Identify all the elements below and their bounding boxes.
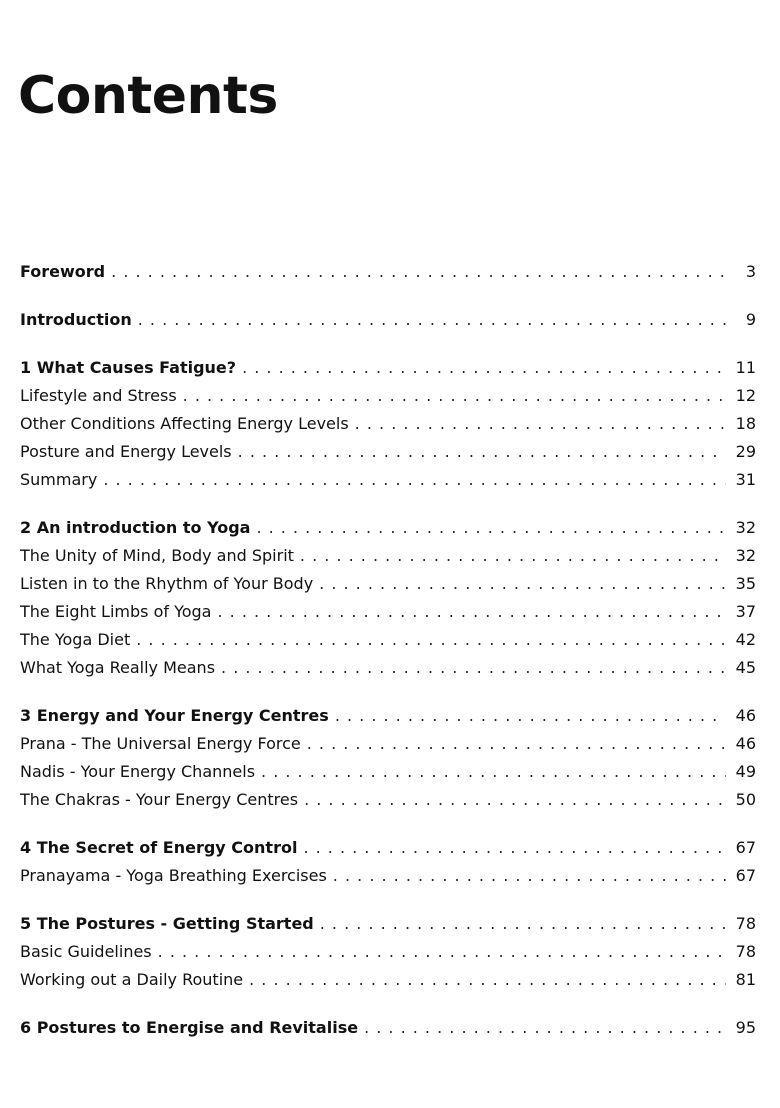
- dot-leader: [111, 258, 726, 286]
- toc-chapter-entry[interactable]: [20, 834, 756, 862]
- dot-leader: [335, 702, 726, 730]
- toc-subsection-entry[interactable]: [20, 382, 756, 410]
- toc-page-number: 31: [735, 470, 756, 489]
- toc-page-number: 46: [735, 706, 756, 725]
- toc-section: [20, 702, 756, 814]
- toc-entry-title: Summary: [20, 470, 98, 489]
- toc-subsection-entry[interactable]: [20, 598, 756, 626]
- toc-entry-title: The Eight Limbs of Yoga: [20, 602, 212, 621]
- toc-page-number: 78: [735, 942, 756, 961]
- toc-entry-title: Nadis - Your Energy Channels: [20, 762, 256, 781]
- dot-leader: [158, 938, 726, 966]
- toc-page-number: 78: [735, 914, 756, 933]
- dot-leader: [300, 542, 726, 570]
- toc-subsection-entry[interactable]: [20, 626, 756, 654]
- toc-subsection-entry[interactable]: [20, 410, 756, 438]
- toc-chapter-entry[interactable]: [20, 1014, 756, 1042]
- toc-subsection-entry[interactable]: [20, 966, 756, 994]
- toc-subsection-entry[interactable]: [20, 758, 756, 786]
- toc-page-number: 32: [735, 518, 756, 537]
- toc-subsection-entry[interactable]: [20, 786, 756, 814]
- toc-page-number: 3: [745, 262, 756, 281]
- dot-leader: [364, 1014, 726, 1042]
- toc-page-number: 46: [735, 734, 756, 753]
- toc-chapter-entry[interactable]: [20, 258, 756, 286]
- toc-page-number: 32: [735, 546, 756, 565]
- toc-entry-title: Introduction: [20, 310, 132, 329]
- toc-subsection-entry[interactable]: [20, 466, 756, 494]
- toc-subsection-entry[interactable]: [20, 862, 756, 890]
- toc-entry-title: The Yoga Diet: [20, 630, 131, 649]
- toc-chapter-entry[interactable]: [20, 702, 756, 730]
- toc-chapter-entry[interactable]: [20, 514, 756, 542]
- toc-subsection-entry[interactable]: [20, 570, 756, 598]
- toc-page-number: 9: [745, 310, 756, 329]
- toc-section: [20, 354, 756, 494]
- table-of-contents: [20, 258, 756, 1062]
- toc-entry-title: Pranayama - Yoga Breathing Exercises: [20, 866, 327, 885]
- dot-leader: [304, 786, 726, 814]
- toc-page-number: 50: [735, 790, 756, 809]
- toc-page-number: 11: [735, 358, 756, 377]
- toc-page-number: 37: [735, 602, 756, 621]
- toc-entry-title: Other Conditions Affecting Energy Levels: [20, 414, 349, 433]
- toc-entry-title: Lifestyle and Stress: [20, 386, 177, 405]
- dot-leader: [217, 598, 726, 626]
- toc-entry-title: Posture and Energy Levels: [20, 442, 232, 461]
- toc-subsection-entry[interactable]: [20, 438, 756, 466]
- toc-entry-title: Prana - The Universal Energy Force: [20, 734, 301, 753]
- toc-page-number: 67: [735, 838, 756, 857]
- toc-page-number: 18: [735, 414, 756, 433]
- toc-entry-title: The Unity of Mind, Body and Spirit: [20, 546, 294, 565]
- toc-page-number: 81: [735, 970, 756, 989]
- toc-entry-title: Foreword: [20, 262, 106, 281]
- dot-leader: [183, 382, 726, 410]
- dot-leader: [136, 626, 726, 654]
- toc-page-number: 67: [735, 866, 756, 885]
- dot-leader: [103, 466, 726, 494]
- toc-subsection-entry[interactable]: [20, 654, 756, 682]
- toc-entry-title: 6 Postures to Energise and Revitalise: [20, 1018, 359, 1037]
- toc-subsection-entry[interactable]: [20, 938, 756, 966]
- toc-page-number: 49: [735, 762, 756, 781]
- toc-section: [20, 1014, 756, 1042]
- dot-leader: [307, 730, 726, 758]
- toc-chapter-entry[interactable]: [20, 354, 756, 382]
- toc-subsection-entry[interactable]: [20, 730, 756, 758]
- dot-leader: [249, 966, 726, 994]
- toc-entry-title: 5 The Postures - Getting Started: [20, 914, 314, 933]
- toc-section: [20, 258, 756, 286]
- toc-page-number: 12: [735, 386, 756, 405]
- toc-entry-title: 4 The Secret of Energy Control: [20, 838, 298, 857]
- dot-leader: [319, 570, 726, 598]
- toc-entry-title: Working out a Daily Routine: [20, 970, 244, 989]
- toc-entry-title: 1 What Causes Fatigue?: [20, 358, 237, 377]
- dot-leader: [261, 758, 726, 786]
- dot-leader: [333, 862, 726, 890]
- toc-entry-title: Listen in to the Rhythm of Your Body: [20, 574, 314, 593]
- toc-entry-title: Basic Guidelines: [20, 942, 152, 961]
- dot-leader: [355, 410, 726, 438]
- toc-subsection-entry[interactable]: [20, 542, 756, 570]
- toc-page-number: 42: [735, 630, 756, 649]
- toc-entry-title: The Chakras - Your Energy Centres: [20, 790, 299, 809]
- toc-page-number: 29: [735, 442, 756, 461]
- toc-page-number: 95: [735, 1018, 756, 1037]
- toc-entry-title: 2 An introduction to Yoga: [20, 518, 251, 537]
- toc-entry-title: 3 Energy and Your Energy Centres: [20, 706, 329, 725]
- dot-leader: [256, 514, 726, 542]
- page-title: Contents: [18, 66, 278, 126]
- dot-leader: [238, 438, 726, 466]
- toc-chapter-entry[interactable]: [20, 306, 756, 334]
- dot-leader: [320, 910, 726, 938]
- dot-leader: [303, 834, 726, 862]
- toc-section: [20, 514, 756, 682]
- toc-section: [20, 910, 756, 994]
- toc-section: [20, 306, 756, 334]
- dot-leader: [242, 354, 726, 382]
- toc-page-number: 35: [735, 574, 756, 593]
- dot-leader: [138, 306, 726, 334]
- toc-entry-title: What Yoga Really Means: [20, 658, 216, 677]
- toc-chapter-entry[interactable]: [20, 910, 756, 938]
- dot-leader: [221, 654, 726, 682]
- toc-section: [20, 834, 756, 890]
- toc-page-number: 45: [735, 658, 756, 677]
